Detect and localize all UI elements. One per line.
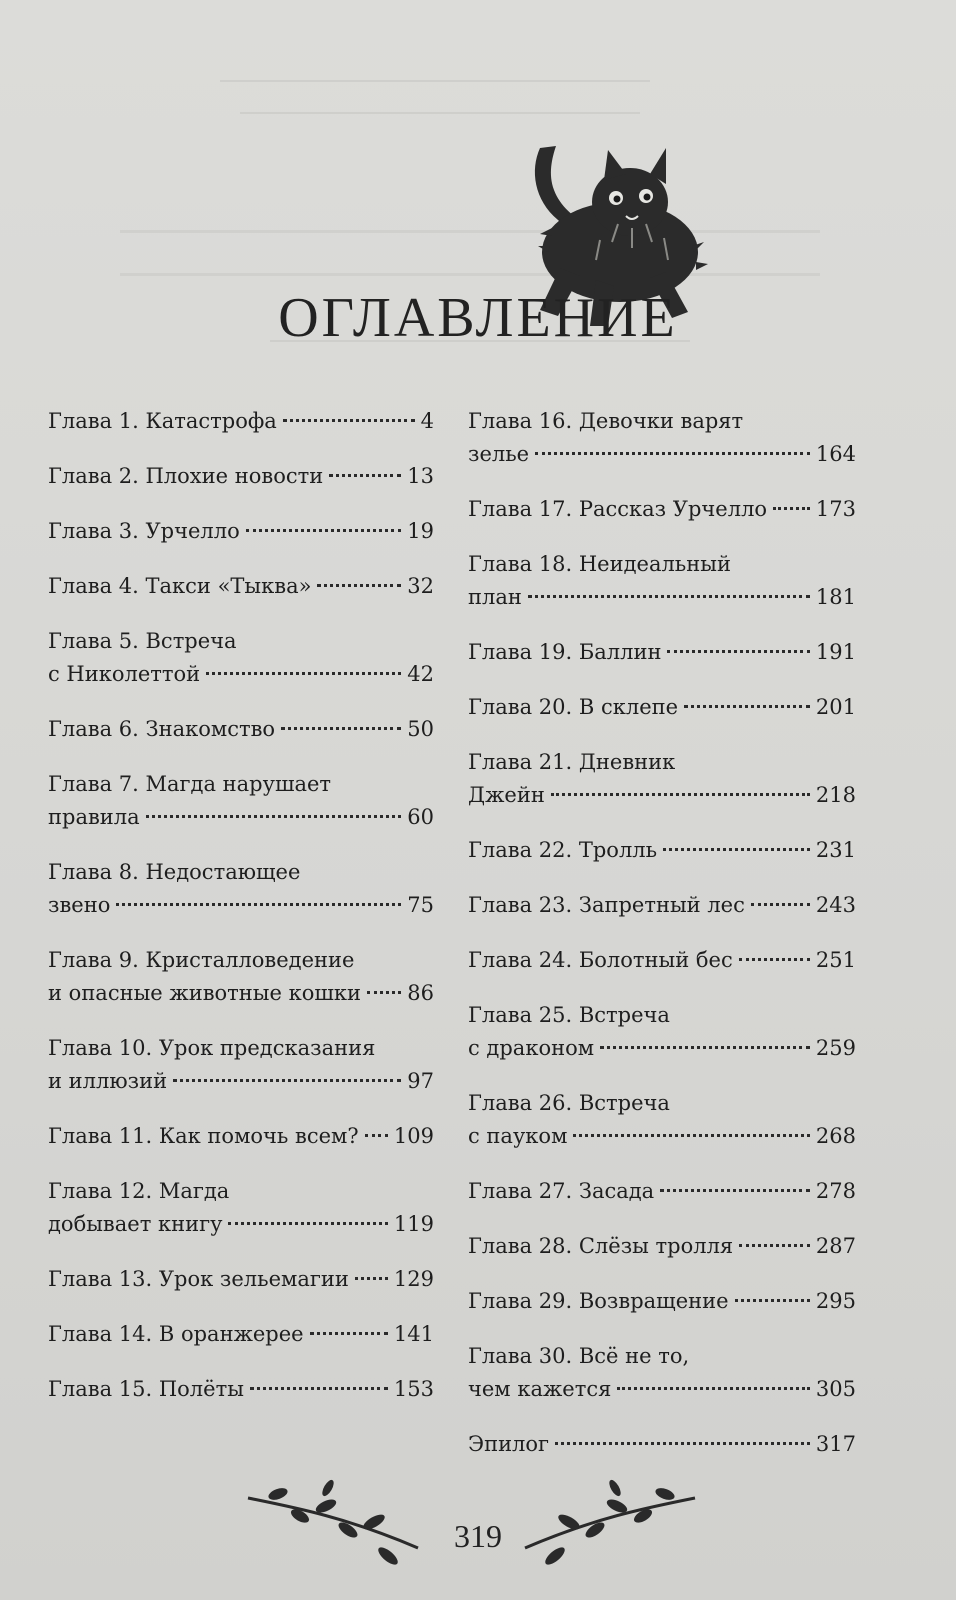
toc-line	[468, 493, 856, 526]
chapter-title: и иллюзий	[48, 1069, 168, 1093]
dot-leader	[329, 474, 401, 477]
chapter-page-number: 259	[815, 1036, 856, 1060]
toc-line	[468, 548, 856, 581]
chapter-page-number: 141	[393, 1322, 434, 1346]
chapter-page-number: 317	[815, 1432, 856, 1456]
chapter-page-number: 97	[407, 1069, 434, 1093]
chapter-page-number: 42	[407, 662, 434, 686]
toc-left-column	[48, 405, 434, 1428]
dot-leader	[535, 452, 810, 455]
chapter-title: Глава 21. Дневник	[468, 750, 676, 774]
toc-entry[interactable]	[468, 1428, 856, 1461]
show-through-line	[220, 80, 650, 92]
toc-line	[468, 889, 856, 922]
dot-leader	[173, 1079, 401, 1082]
toc-line	[48, 1120, 434, 1153]
dot-leader	[116, 903, 401, 906]
dot-leader	[281, 727, 401, 730]
toc-entry[interactable]	[468, 944, 856, 977]
dot-leader	[573, 1134, 809, 1137]
chapter-title: Глава 11. Как помочь всем?	[48, 1124, 359, 1148]
dot-leader	[317, 584, 401, 587]
dot-leader	[250, 1387, 388, 1390]
dot-leader	[600, 1046, 810, 1049]
chapter-title: с пауком	[468, 1124, 568, 1148]
dot-leader	[739, 1244, 810, 1247]
chapter-title: Глава 23. Запретный лес	[468, 893, 745, 917]
chapter-title: зелье	[468, 442, 530, 466]
toc-line	[468, 1285, 856, 1318]
chapter-title: Глава 4. Такси «Тыква»	[48, 574, 312, 598]
toc-entry[interactable]	[468, 691, 856, 724]
dot-leader	[146, 815, 402, 818]
toc-line	[48, 1373, 434, 1406]
dot-leader	[751, 903, 810, 906]
toc-line	[468, 1120, 856, 1153]
dot-leader	[551, 793, 810, 796]
toc-entry[interactable]	[468, 493, 856, 526]
show-through-line	[240, 112, 640, 124]
chapter-title: чем кажется	[468, 1377, 612, 1401]
toc-line	[48, 405, 434, 438]
toc-entry[interactable]	[48, 768, 434, 834]
leaf-ornament-right	[505, 1478, 705, 1568]
toc-entry[interactable]	[48, 625, 434, 691]
chapter-page-number: 109	[393, 1124, 434, 1148]
chapter-page-number: 129	[393, 1267, 434, 1291]
chapter-title: добывает книгу	[48, 1212, 223, 1236]
toc-entry[interactable]	[468, 1230, 856, 1263]
chapter-title: Глава 24. Болотный бес	[468, 948, 733, 972]
toc-line	[48, 1032, 434, 1065]
toc-line	[468, 779, 856, 812]
chapter-title: Глава 2. Плохие новости	[48, 464, 324, 488]
chapter-page-number: 268	[815, 1124, 856, 1148]
toc-line	[48, 768, 434, 801]
chapter-title: Глава 28. Слёзы тролля	[468, 1234, 734, 1258]
toc-line	[468, 834, 856, 867]
toc-line	[468, 1340, 856, 1373]
toc-line	[468, 1087, 856, 1120]
chapter-title: с драконом	[468, 1036, 595, 1060]
chapter-page-number: 251	[815, 948, 856, 972]
toc-line	[48, 515, 434, 548]
toc-entry[interactable]	[468, 889, 856, 922]
chapter-title: Глава 26. Встреча	[468, 1091, 670, 1115]
chapter-title: Глава 15. Полёты	[48, 1377, 244, 1401]
dot-leader	[660, 1189, 810, 1192]
chapter-title: Глава 12. Магда	[48, 1179, 230, 1203]
toc-line	[468, 405, 856, 438]
toc-entry[interactable]	[48, 1120, 434, 1153]
page-title: ОГЛАВЛЕНИЕ	[278, 287, 678, 349]
toc-entry[interactable]	[468, 1087, 856, 1153]
toc-entry[interactable]	[468, 1175, 856, 1208]
toc-line	[468, 581, 856, 614]
chapter-title: Глава 18. Неидеальный	[468, 552, 731, 576]
dot-leader	[310, 1332, 388, 1335]
chapter-page-number: 295	[815, 1289, 856, 1313]
toc-line	[48, 625, 434, 658]
toc-line	[48, 1175, 434, 1208]
toc-line	[48, 944, 434, 977]
toc-line	[48, 856, 434, 889]
chapter-page-number: 75	[407, 893, 434, 917]
toc-line	[468, 1428, 856, 1461]
chapter-title: с Николеттой	[48, 662, 201, 686]
toc-entry[interactable]	[468, 1340, 856, 1406]
chapter-title: правила	[48, 805, 140, 829]
toc-line	[48, 570, 434, 603]
chapter-page-number: 153	[393, 1377, 434, 1401]
chapter-title: Глава 29. Возвращение	[468, 1289, 729, 1313]
chapter-page-number: 13	[407, 464, 434, 488]
chapter-title: Глава 10. Урок предсказания	[48, 1036, 376, 1060]
toc-entry[interactable]	[468, 548, 856, 614]
chapter-title: Глава 9. Кристалловедение	[48, 948, 355, 972]
toc-entry[interactable]	[48, 856, 434, 922]
chapter-title: Глава 25. Встреча	[468, 1003, 670, 1027]
chapter-title: Эпилог	[468, 1432, 550, 1456]
toc-entry[interactable]	[468, 834, 856, 867]
chapter-title: Глава 22. Тролль	[468, 838, 658, 862]
toc-line	[48, 460, 434, 493]
page-number: 319	[454, 1518, 502, 1554]
toc-line	[48, 658, 434, 691]
chapter-title: Глава 6. Знакомство	[48, 717, 276, 741]
toc-entry[interactable]	[48, 1373, 434, 1406]
toc-line	[468, 746, 856, 779]
toc-entry[interactable]	[48, 1032, 434, 1098]
chapter-title: и опасные животные кошки	[48, 981, 362, 1005]
toc-line	[48, 713, 434, 746]
dot-leader	[228, 1222, 387, 1225]
toc-entry[interactable]	[48, 1318, 434, 1351]
toc-entry[interactable]	[48, 1175, 434, 1241]
toc-line	[468, 691, 856, 724]
toc-line	[48, 801, 434, 834]
chapter-page-number: 164	[815, 442, 856, 466]
chapter-page-number: 119	[393, 1212, 434, 1236]
chapter-page-number: 231	[815, 838, 856, 862]
chapter-title: Глава 14. В оранжерее	[48, 1322, 304, 1346]
chapter-title: звено	[48, 893, 111, 917]
toc-entry[interactable]	[468, 999, 856, 1065]
toc-line	[48, 889, 434, 922]
chapter-page-number: 243	[815, 893, 856, 917]
toc-entry[interactable]	[468, 636, 856, 669]
chapter-title: Глава 19. Баллин	[468, 640, 662, 664]
dot-leader	[735, 1299, 810, 1302]
chapter-title: Глава 13. Урок зельемагии	[48, 1267, 349, 1291]
dot-leader	[206, 672, 401, 675]
chapter-title: Глава 20. В склепе	[468, 695, 679, 719]
chapter-page-number: 218	[815, 783, 856, 807]
dot-leader	[773, 507, 810, 510]
dot-leader	[739, 958, 810, 961]
chapter-title: Глава 16. Девочки варят	[468, 409, 744, 433]
chapter-page-number: 32	[407, 574, 434, 598]
toc-line	[48, 1065, 434, 1098]
dot-leader	[355, 1277, 388, 1280]
chapter-page-number: 4	[420, 409, 434, 433]
dot-leader	[367, 991, 401, 994]
toc-line	[48, 977, 434, 1010]
toc-line	[468, 999, 856, 1032]
toc-line	[48, 1318, 434, 1351]
chapter-page-number: 305	[815, 1377, 856, 1401]
chapter-page-number: 201	[815, 695, 856, 719]
chapter-title: план	[468, 585, 522, 609]
dot-leader	[684, 705, 810, 708]
toc-entry[interactable]	[468, 1285, 856, 1318]
dot-leader	[555, 1442, 810, 1445]
dot-leader	[617, 1387, 810, 1390]
toc-line	[468, 438, 856, 471]
dot-leader	[246, 529, 402, 532]
chapter-title: Джейн	[468, 783, 545, 807]
dot-leader	[365, 1134, 388, 1137]
toc-line	[48, 1263, 434, 1296]
dot-leader	[667, 650, 809, 653]
chapter-page-number: 19	[407, 519, 434, 543]
chapter-title: Глава 8. Недостающее	[48, 860, 301, 884]
chapter-page-number: 278	[815, 1179, 856, 1203]
chapter-page-number: 60	[407, 805, 434, 829]
toc-entry[interactable]	[48, 713, 434, 746]
chapter-page-number: 86	[407, 981, 434, 1005]
toc-entry[interactable]	[468, 405, 856, 471]
chapter-title: Глава 1. Катастрофа	[48, 409, 277, 433]
toc-line	[468, 1032, 856, 1065]
toc-line	[468, 944, 856, 977]
dot-leader	[663, 848, 810, 851]
toc-right-column	[468, 405, 856, 1483]
chapter-title: Глава 27. Засада	[468, 1179, 655, 1203]
toc-entry[interactable]	[48, 405, 434, 438]
toc-line	[468, 1175, 856, 1208]
chapter-title: Глава 17. Рассказ Урчелло	[468, 497, 768, 521]
chapter-title: Глава 3. Урчелло	[48, 519, 240, 543]
toc-entry[interactable]	[48, 1263, 434, 1296]
dot-leader	[283, 419, 415, 422]
chapter-page-number: 191	[815, 640, 856, 664]
toc-entry[interactable]	[48, 460, 434, 493]
toc-line	[48, 1208, 434, 1241]
chapter-page-number: 181	[815, 585, 856, 609]
toc-line	[468, 1230, 856, 1263]
toc-entry[interactable]	[48, 570, 434, 603]
chapter-title: Глава 5. Встреча	[48, 629, 237, 653]
chapter-page-number: 287	[815, 1234, 856, 1258]
toc-line	[468, 636, 856, 669]
toc-entry[interactable]	[48, 515, 434, 548]
chapter-title: Глава 7. Магда нарушает	[48, 772, 332, 796]
toc-entry[interactable]	[48, 944, 434, 1010]
toc-entry[interactable]	[468, 746, 856, 812]
dot-leader	[528, 595, 810, 598]
chapter-title: Глава 30. Всё не то,	[468, 1344, 690, 1368]
chapter-page-number: 173	[815, 497, 856, 521]
chapter-page-number: 50	[407, 717, 434, 741]
toc-line	[468, 1373, 856, 1406]
